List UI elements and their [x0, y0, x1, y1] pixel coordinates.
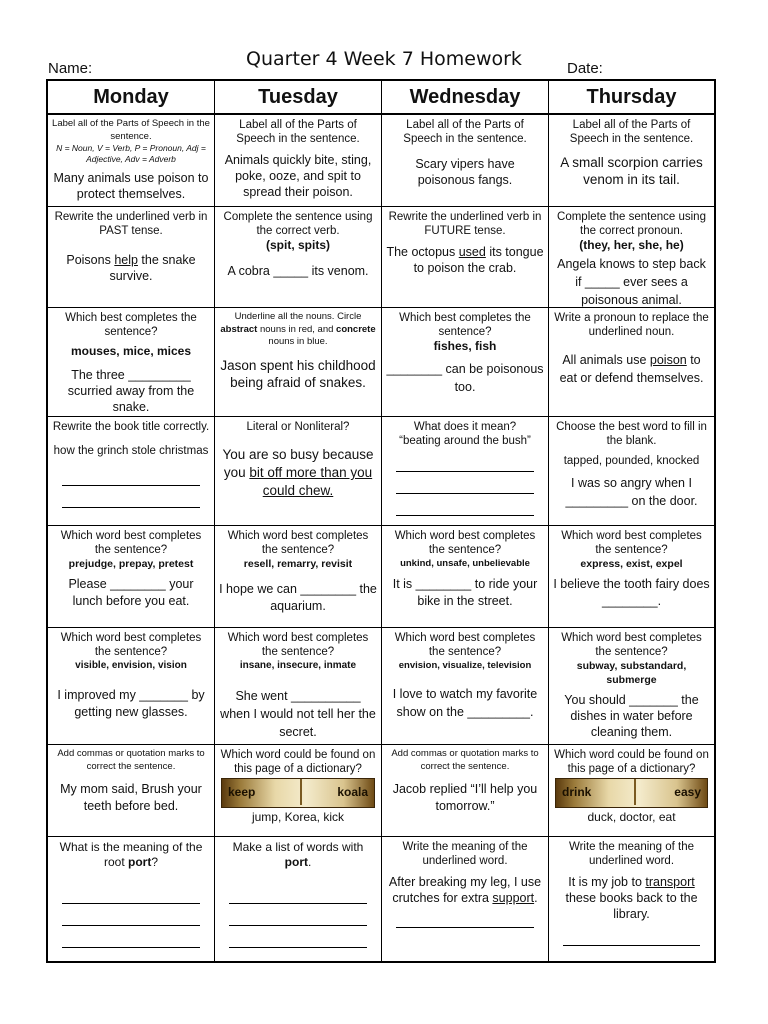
date-label: Date:: [567, 60, 603, 77]
sentence: A small scorpion carries venom in its tail.: [560, 155, 703, 187]
guide-word-last: koala: [337, 785, 368, 799]
instruction: What is the meaning of the root port?: [59, 840, 203, 869]
sentence: You should _______ the dishes in water before cleaning them.: [564, 693, 699, 739]
word-choices: visible, envision, vision: [75, 660, 187, 671]
word-choices: resell, remarry, revisit: [243, 558, 353, 570]
sentence: Jason spent his childhood being afraid of snakes.: [220, 357, 376, 390]
sentence: A cobra _____ its venom.: [227, 264, 369, 278]
cell-tuesday-r5: [215, 526, 381, 627]
cell-tuesday-r8: [215, 837, 381, 961]
parts-of-speech-key: N = Noun, V = Verb, P = Pronoun, Adj = Adjective, Adv = Adverb: [56, 143, 206, 164]
sentence: My mom said, Brush your teeth before bed.: [60, 782, 202, 813]
cell-tuesday-r3: [215, 308, 381, 416]
cell-wednesday-r4: [382, 417, 548, 525]
guide-word-first: keep: [228, 785, 256, 799]
instruction: Choose the best word to fill in the blank.: [556, 421, 707, 447]
answer-line: [396, 502, 534, 516]
cell-monday-r7: [48, 745, 214, 836]
idiom: “beating around the bush”: [399, 435, 531, 447]
guide-word-first: drink: [562, 785, 592, 799]
cell-wednesday-r8: [382, 837, 548, 961]
instruction: Which word best completes the sentence?: [60, 530, 202, 556]
word-choices: (spit, spits): [265, 238, 330, 252]
cell-tuesday-r1: [215, 115, 381, 206]
instruction: Which word could be found on this page of a dictionary?: [220, 749, 376, 775]
cell-thursday-r7: [549, 745, 714, 836]
day-header-thursday: Thursday: [586, 86, 677, 108]
cell-wednesday-r2: [382, 207, 548, 307]
cell-tuesday-r7: [215, 745, 381, 836]
instruction: Which best completes the sentence?: [399, 312, 531, 338]
instruction: Which word best completes the sentence?: [60, 632, 202, 658]
answer-line: [563, 932, 700, 946]
answer-line: [62, 934, 200, 948]
cell-wednesday-r1: [382, 115, 548, 206]
sentence: Poisons help the snake survive.: [66, 253, 196, 283]
word-choices: fishes, fish: [433, 339, 497, 353]
word-choices: express, exist, expel: [580, 558, 683, 570]
guide-divider: [300, 779, 302, 805]
answer-line: [396, 480, 534, 494]
cell-thursday-r4: [549, 417, 714, 525]
guide-divider: [634, 779, 636, 805]
cell-thursday-r6: [549, 628, 714, 744]
sentence: After breaking my leg, I use crutches for extra support.: [388, 875, 542, 905]
sentence: I love to watch my favorite show on the _________.: [392, 687, 538, 719]
cell-tuesday-r6: [215, 628, 381, 744]
day-header-tuesday: Tuesday: [258, 86, 338, 108]
cell-wednesday-r6: [382, 628, 548, 744]
instruction: Underline all the nouns. Circle abstract nouns in red, and concrete nouns in blue.: [220, 311, 376, 347]
word-choices: subway, substandard, submerge: [576, 660, 687, 686]
instruction: Which word best completes the sentence?: [394, 632, 536, 658]
answer-line: [229, 912, 367, 926]
instruction: Which word best completes the sentence?: [227, 530, 369, 556]
sentence: The octopus used its tongue to poison the crab.: [386, 245, 544, 275]
answer-line: [62, 912, 200, 926]
cell-wednesday-r3: [382, 308, 548, 416]
sentence: Animals quickly bite, sting, poke, ooze, and spit to spread their poison.: [224, 153, 372, 199]
cell-wednesday-r5: [382, 526, 548, 627]
answer-line: [229, 890, 367, 904]
instruction: Rewrite the underlined verb in PAST tense.: [54, 211, 208, 237]
word-choices: mouses, mice, mices: [70, 344, 192, 358]
cell-thursday-r8: [549, 837, 714, 961]
sentence: It is my job to transport these books back to the library.: [565, 875, 698, 921]
cell-monday-r8: [48, 837, 214, 961]
name-label: Name:: [48, 60, 93, 77]
cell-monday-r1: [48, 115, 214, 206]
instruction: Make a list of words with port.: [232, 840, 364, 869]
cell-thursday-r1: [549, 115, 714, 206]
instruction: What does it mean?: [413, 421, 517, 433]
sentence: I believe the tooth fairy does ________.: [553, 577, 710, 608]
cell-monday-r2: [48, 207, 214, 307]
sentence: All animals use poison to eat or defend themselves.: [559, 353, 704, 385]
instruction: Label all of the Parts of Speech in the sentence.: [569, 119, 694, 145]
cell-monday-r3: [48, 308, 214, 416]
page-title: Quarter 4 Week 7 Homework: [246, 48, 522, 70]
word-choices: (they, her, she, he): [579, 238, 684, 252]
instruction: Write the meaning of the underlined word.: [402, 841, 528, 867]
instruction: Which best completes the sentence?: [65, 312, 197, 338]
sentence: It is ________ to ride your bike in the street.: [392, 577, 538, 608]
homework-table: [46, 79, 716, 963]
sentence: The three _________ scurried away from the snake.: [67, 368, 195, 414]
guide-word-last: easy: [674, 785, 701, 799]
word-choices: envision, visualize, television: [398, 660, 532, 671]
answer-line: [62, 890, 200, 904]
instruction: Add commas or quotation marks to correct the sentence.: [391, 748, 539, 772]
instruction: Rewrite the underlined verb in FUTURE tense.: [388, 211, 542, 237]
answer-line: [62, 494, 200, 508]
day-header-wednesday: Wednesday: [409, 86, 521, 108]
cell-monday-r6: [48, 628, 214, 744]
instruction: Literal or Nonliteral?: [246, 421, 350, 433]
cell-wednesday-r7: [382, 745, 548, 836]
answer-line: [62, 472, 200, 486]
cell-monday-r5: [48, 526, 214, 627]
instruction: Which word best completes the sentence?: [227, 632, 369, 658]
instruction: Which word best completes the sentence?: [561, 530, 702, 556]
sentence: I was so angry when I _________ on the door.: [565, 476, 698, 508]
word-choices: unkind, unsafe, unbelievable: [400, 558, 530, 569]
sentence: Please ________ your lunch before you eat.: [68, 577, 194, 608]
cell-thursday-r3: [549, 308, 714, 416]
dictionary-guide-words: [555, 778, 708, 808]
instruction: Complete the sentence using the correct pronoun.: [557, 211, 706, 237]
cell-monday-r4: [48, 417, 214, 525]
instruction: Which word could be found on this page of a dictionary?: [554, 749, 709, 775]
page-header: [0, 44, 768, 80]
cell-thursday-r2: [549, 207, 714, 307]
cell-tuesday-r4: [215, 417, 381, 525]
word-choices: insane, insecure, inmate: [239, 660, 357, 671]
instruction: Label all of the Parts of Speech in the sentence.: [236, 119, 360, 145]
sentence: Angela knows to step back if _____ ever sees a poisonous animal.: [557, 257, 706, 307]
instruction: Rewrite the book title correctly.: [52, 421, 210, 433]
sentence: I hope we can ________ the aquarium.: [219, 582, 377, 613]
instruction: Label all of the Parts of Speech in the sentence.: [403, 119, 527, 145]
answer-line: [396, 458, 534, 472]
instruction: Label all of the Parts of Speech in the sentence.: [52, 118, 210, 142]
sentence: I improved my _______ by getting new glasses.: [57, 688, 205, 719]
answer-line: [396, 914, 534, 928]
word-choices: prejudge, prepay, pretest: [68, 558, 194, 570]
day-header-monday: Monday: [93, 86, 169, 108]
sentence: Scary vipers have poisonous fangs.: [415, 157, 515, 187]
instruction: Write a pronoun to replace the underlined noun.: [554, 312, 709, 338]
book-title: how the grinch stole christmas: [53, 445, 209, 457]
word-choices: tapped, pounded, knocked: [563, 455, 700, 467]
dictionary-guide-words: [221, 778, 375, 808]
instruction: Write the meaning of the underlined word.: [568, 841, 695, 867]
word-choices: jump, Korea, kick: [251, 810, 345, 824]
cell-tuesday-r2: [215, 207, 381, 307]
sentence: She went __________ when I would not tell her the secret.: [220, 689, 376, 739]
instruction: Which word best completes the sentence?: [394, 530, 536, 556]
instruction: Which word best completes the sentence?: [561, 632, 702, 658]
instruction: Complete the sentence using the correct verb.: [223, 211, 373, 237]
sentence: ________ can be poisonous too.: [386, 362, 544, 394]
word-choices: duck, doctor, eat: [587, 810, 676, 824]
sentence: Many animals use poison to protect themselves.: [53, 171, 209, 201]
cell-thursday-r5: [549, 526, 714, 627]
sentence: You are so busy because you bit off more than you could chew.: [222, 447, 374, 498]
instruction: Add commas or quotation marks to correct the sentence.: [57, 748, 205, 772]
sentence: Jacob replied “I’ll help you tomorrow.”: [392, 782, 538, 813]
answer-line: [229, 934, 367, 948]
